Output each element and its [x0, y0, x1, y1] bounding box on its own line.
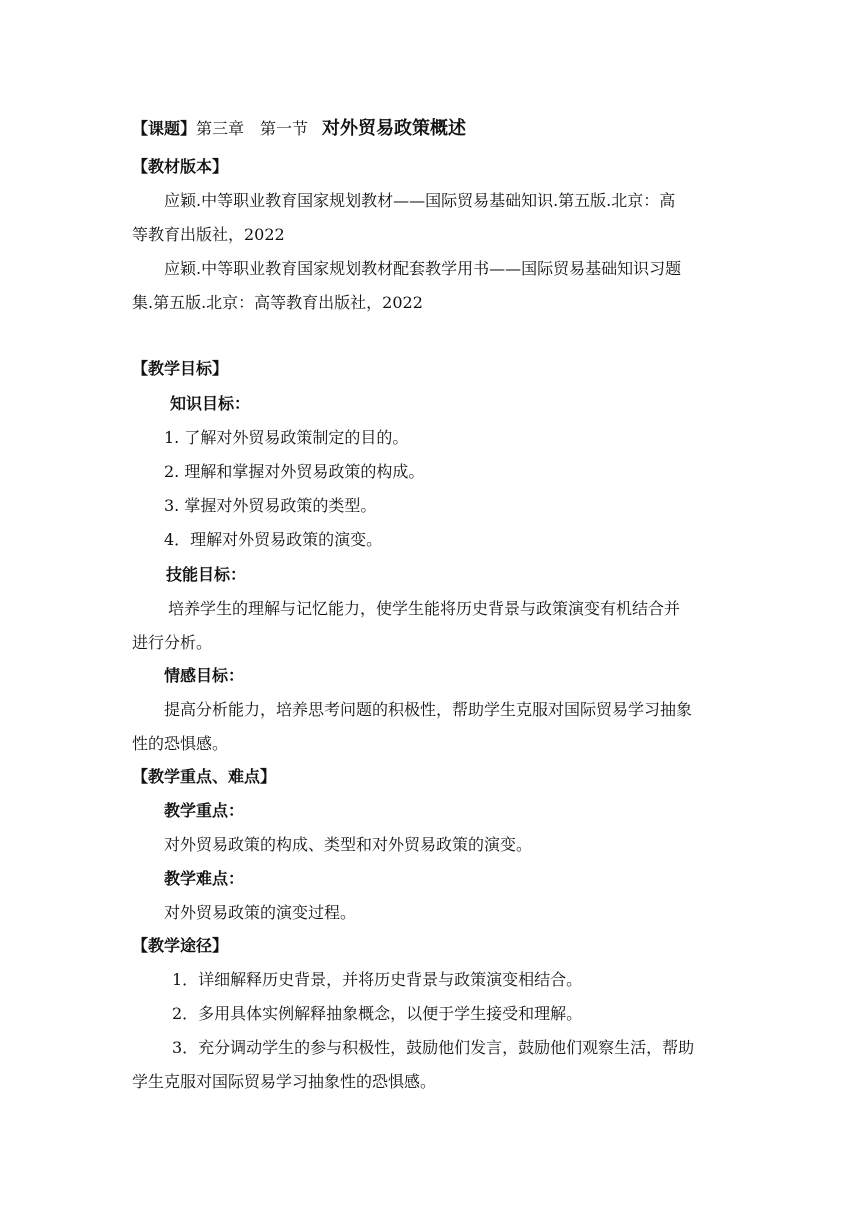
difficulty-text: 对外贸易政策的演变过程。 — [164, 903, 357, 922]
topic-title: 对外贸易政策概述 — [322, 118, 467, 139]
approach-item: 3．充分调动学生的参与积极性，鼓励他们发言，鼓励他们观察生活，帮助 — [172, 1038, 695, 1057]
knowledge-label: 知识目标： — [170, 394, 251, 413]
textbook-ref1-line1: 应颖.中等职业教育国家规划教材——国际贸易基础知识.第五版.北京：高 — [164, 191, 676, 210]
emotion-line2: 性的恐惧感。 — [132, 734, 229, 753]
textbook-heading: 【教材版本】 — [132, 157, 229, 176]
topic-chapter: 第三章 第一节 — [196, 119, 309, 138]
approach-item3-line2: 学生克服对国际贸易学习抽象性的恐惧感。 — [132, 1072, 437, 1091]
skill-line2: 进行分析。 — [132, 633, 213, 652]
skill-line1: 培养学生的理解与记忆能力，使学生能将历史背景与政策演变有机结合并 — [168, 599, 681, 618]
focus-label: 教学重点： — [164, 801, 245, 820]
approach-heading: 【教学途径】 — [132, 936, 229, 955]
knowledge-item: 2. 理解和掌握对外贸易政策的构成。 — [164, 462, 425, 481]
topic-line — [132, 118, 466, 140]
textbook-ref1-line2: 等教育出版社，2022 — [132, 225, 285, 244]
knowledge-item: 1. 了解对外贸易政策制定的目的。 — [164, 428, 409, 447]
focus-text: 对外贸易政策的构成、类型和对外贸易政策的演变。 — [164, 835, 533, 854]
emotion-line1: 提高分析能力，培养思考问题的积极性，帮助学生克服对国际贸易学习抽象 — [164, 700, 693, 719]
topic-label: 【课题】 — [132, 119, 197, 138]
textbook-ref2-line1: 应颖.中等职业教育国家规划教材配套教学用书——国际贸易基础知识习题 — [164, 259, 682, 278]
emotion-label: 情感目标： — [164, 666, 245, 685]
approach-item: 2．多用具体实例解释抽象概念，以便于学生接受和理解。 — [172, 1004, 583, 1023]
approach-item: 1．详细解释历史背景，并将历史背景与政策演变相结合。 — [172, 970, 583, 989]
skill-label: 技能目标： — [166, 565, 247, 584]
objectives-heading: 【教学目标】 — [132, 359, 229, 378]
textbook-ref2-line2: 集.第五版.北京：高等教育出版社，2022 — [132, 293, 423, 312]
key-points-heading: 【教学重点、难点】 — [132, 767, 277, 786]
knowledge-item: 4．理解对外贸易政策的演变。 — [164, 530, 383, 549]
knowledge-item: 3. 掌握对外贸易政策的类型。 — [164, 496, 377, 515]
difficulty-label: 教学难点： — [164, 869, 245, 888]
